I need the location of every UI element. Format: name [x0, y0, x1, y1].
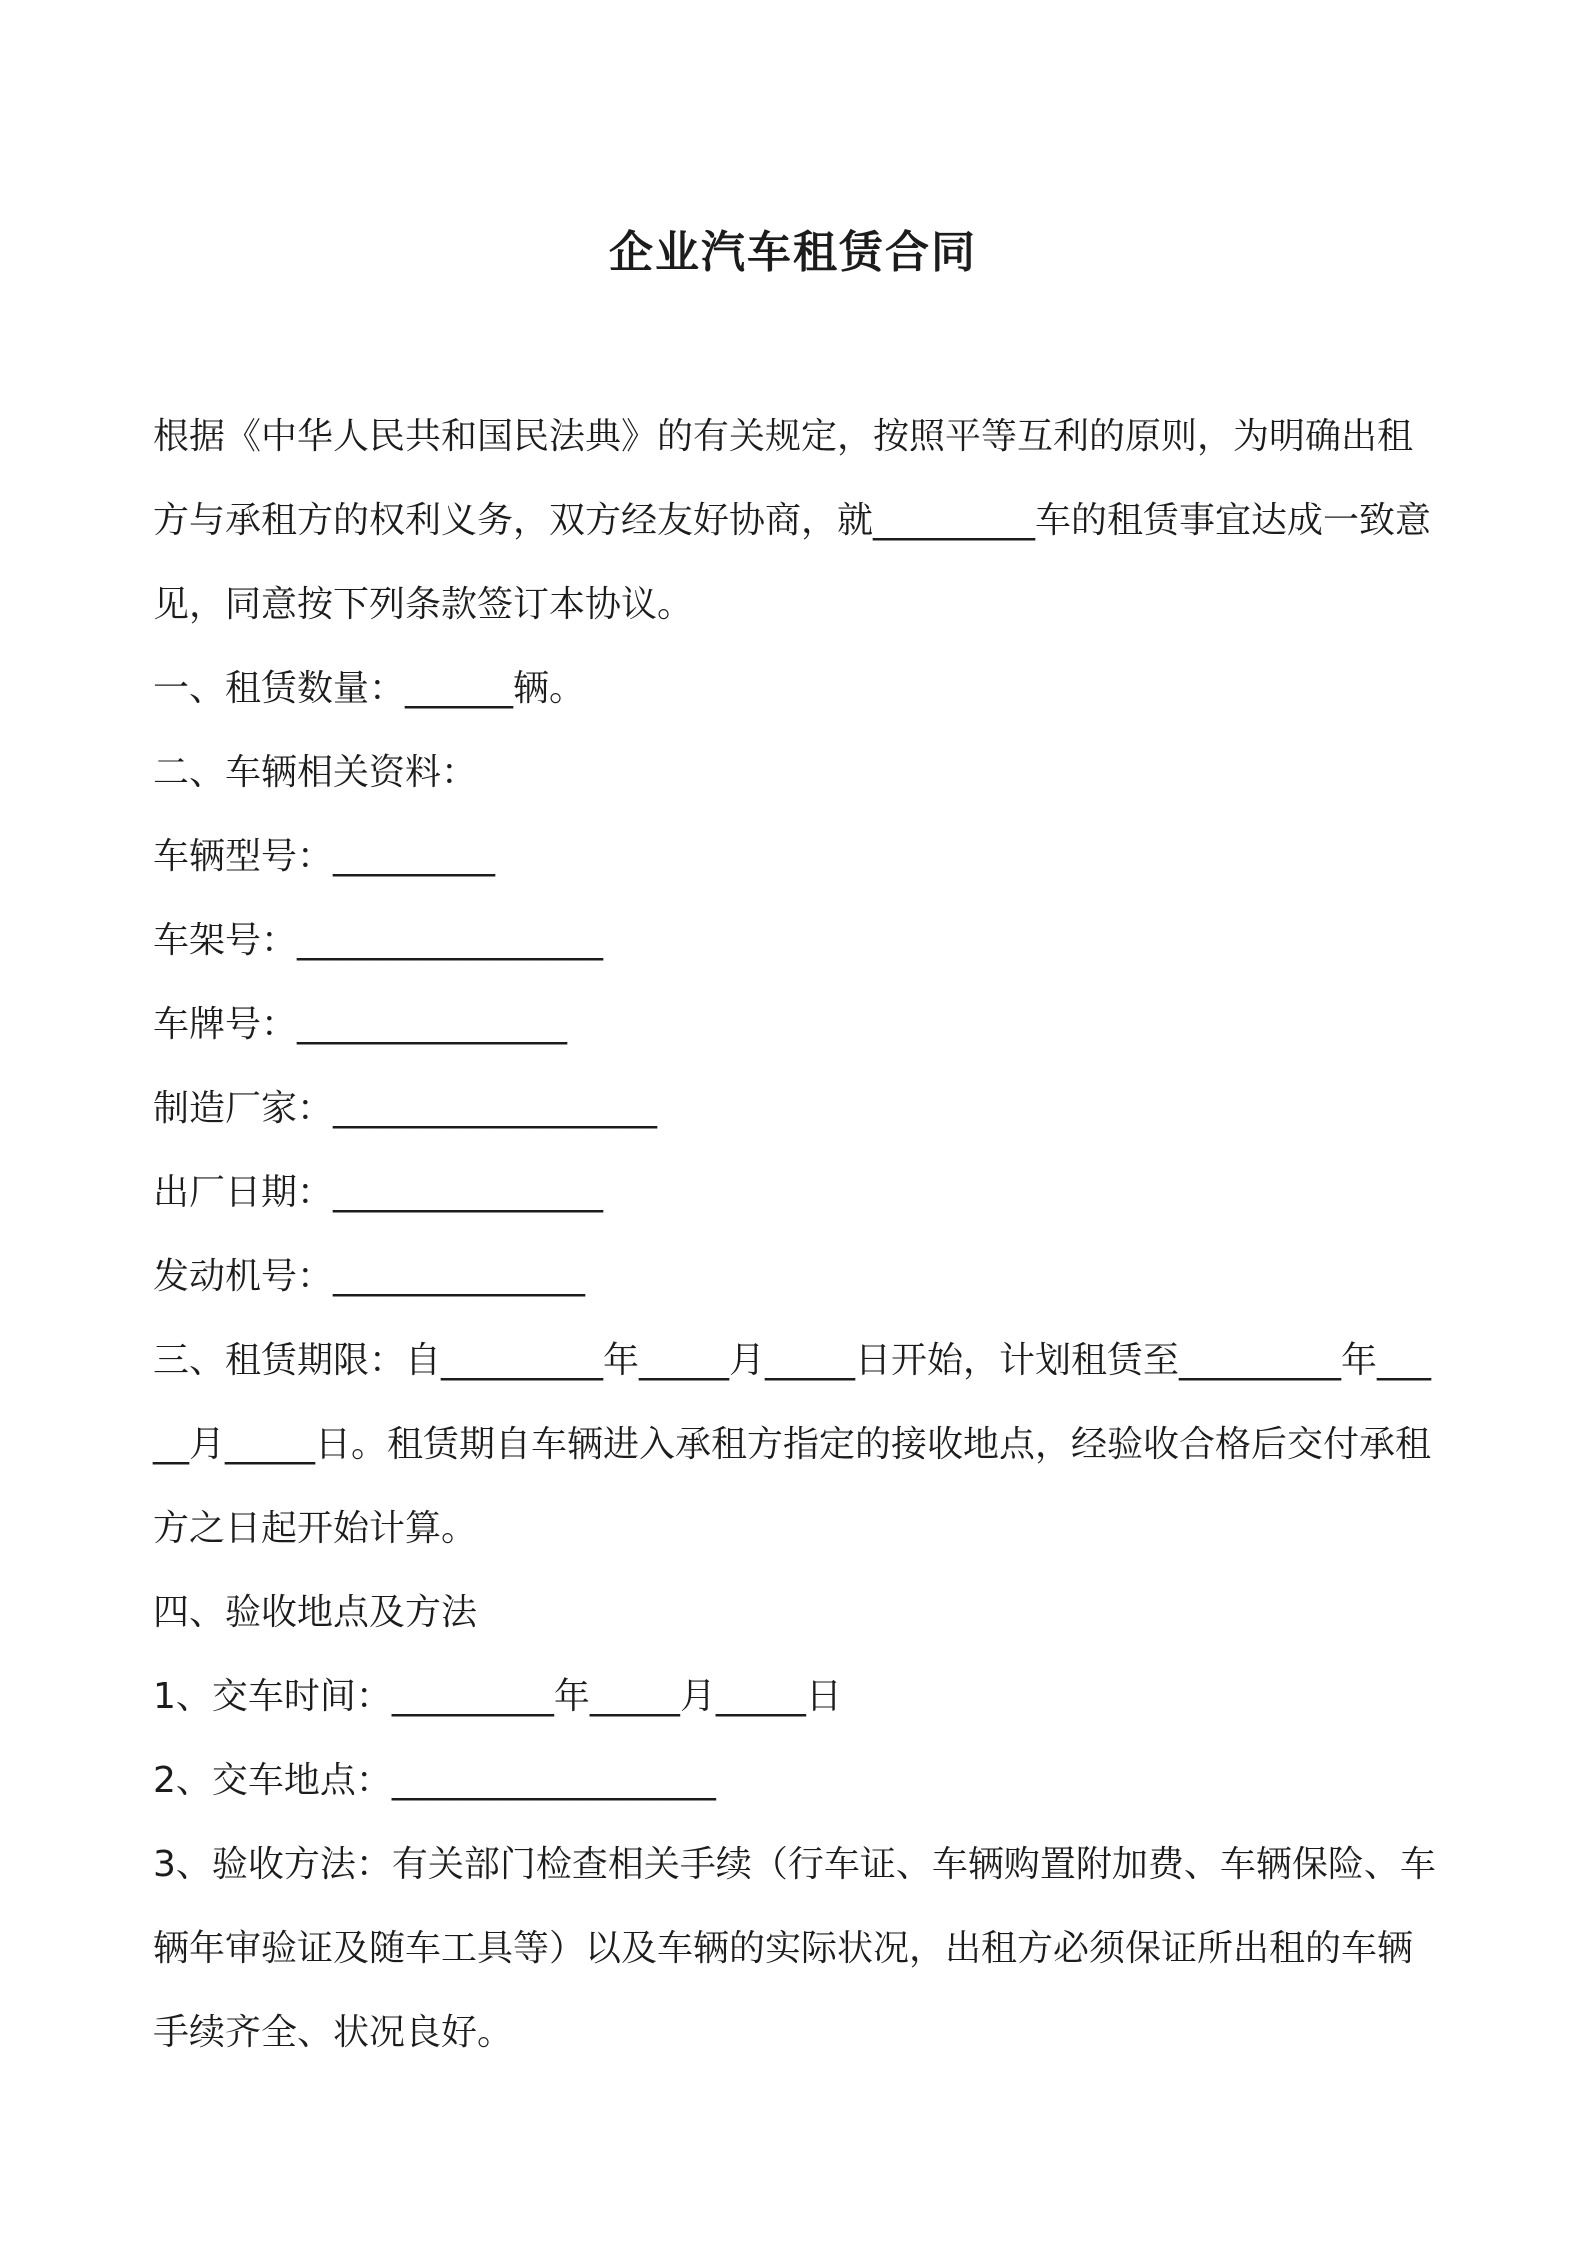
preamble-paragraph: 根据《中华人民共和国民法典》的有关规定，按照平等互利的原则，为明确出租方与承租方的权利义务，双方经友好协商，就_________车的租赁事宜达成一致意见，同意按下列条款签订本协议。	[153, 416, 1432, 625]
field-manufacturer: 制造厂家：__________________	[153, 1088, 658, 1129]
item-delivery-time: 1、交车时间：_________年_____月_____日	[153, 1676, 842, 1717]
field-production-date: 出厂日期：_______________	[153, 1172, 604, 1213]
item-acceptance-method: 3、验收方法：有关部门检查相关手续（行车证、车辆购置附加费、车辆保险、车辆年审验证及随车工具等）以及车辆的实际状况，出租方必须保证所出租的车辆手续齐全、状况良好。	[153, 1844, 1436, 2053]
section-rental-period: 三、租赁期限：自_________年_____月_____日开始，计划租赁至_________年_____月_____日。租赁期自车辆进入承租方指定的接收地点，经验收合格后交付承租方之日起开始计算。	[153, 1340, 1432, 1549]
item-delivery-location: 2、交车地点：__________________	[153, 1760, 716, 1801]
field-plate-number: 车牌号：_______________	[153, 1004, 568, 1045]
section-rental-quantity: 一、租赁数量：______辆。	[153, 668, 586, 709]
field-engine-number: 发动机号：______________	[153, 1256, 586, 1297]
field-vehicle-model: 车辆型号：_________	[153, 836, 496, 877]
document-title: 企业汽车租赁合同	[609, 227, 977, 278]
section-acceptance-heading: 四、验收地点及方法	[153, 1592, 478, 1633]
section-vehicle-info-heading: 二、车辆相关资料：	[153, 752, 478, 793]
field-frame-number: 车架号：_________________	[153, 920, 604, 961]
document-body	[153, 395, 1443, 2075]
